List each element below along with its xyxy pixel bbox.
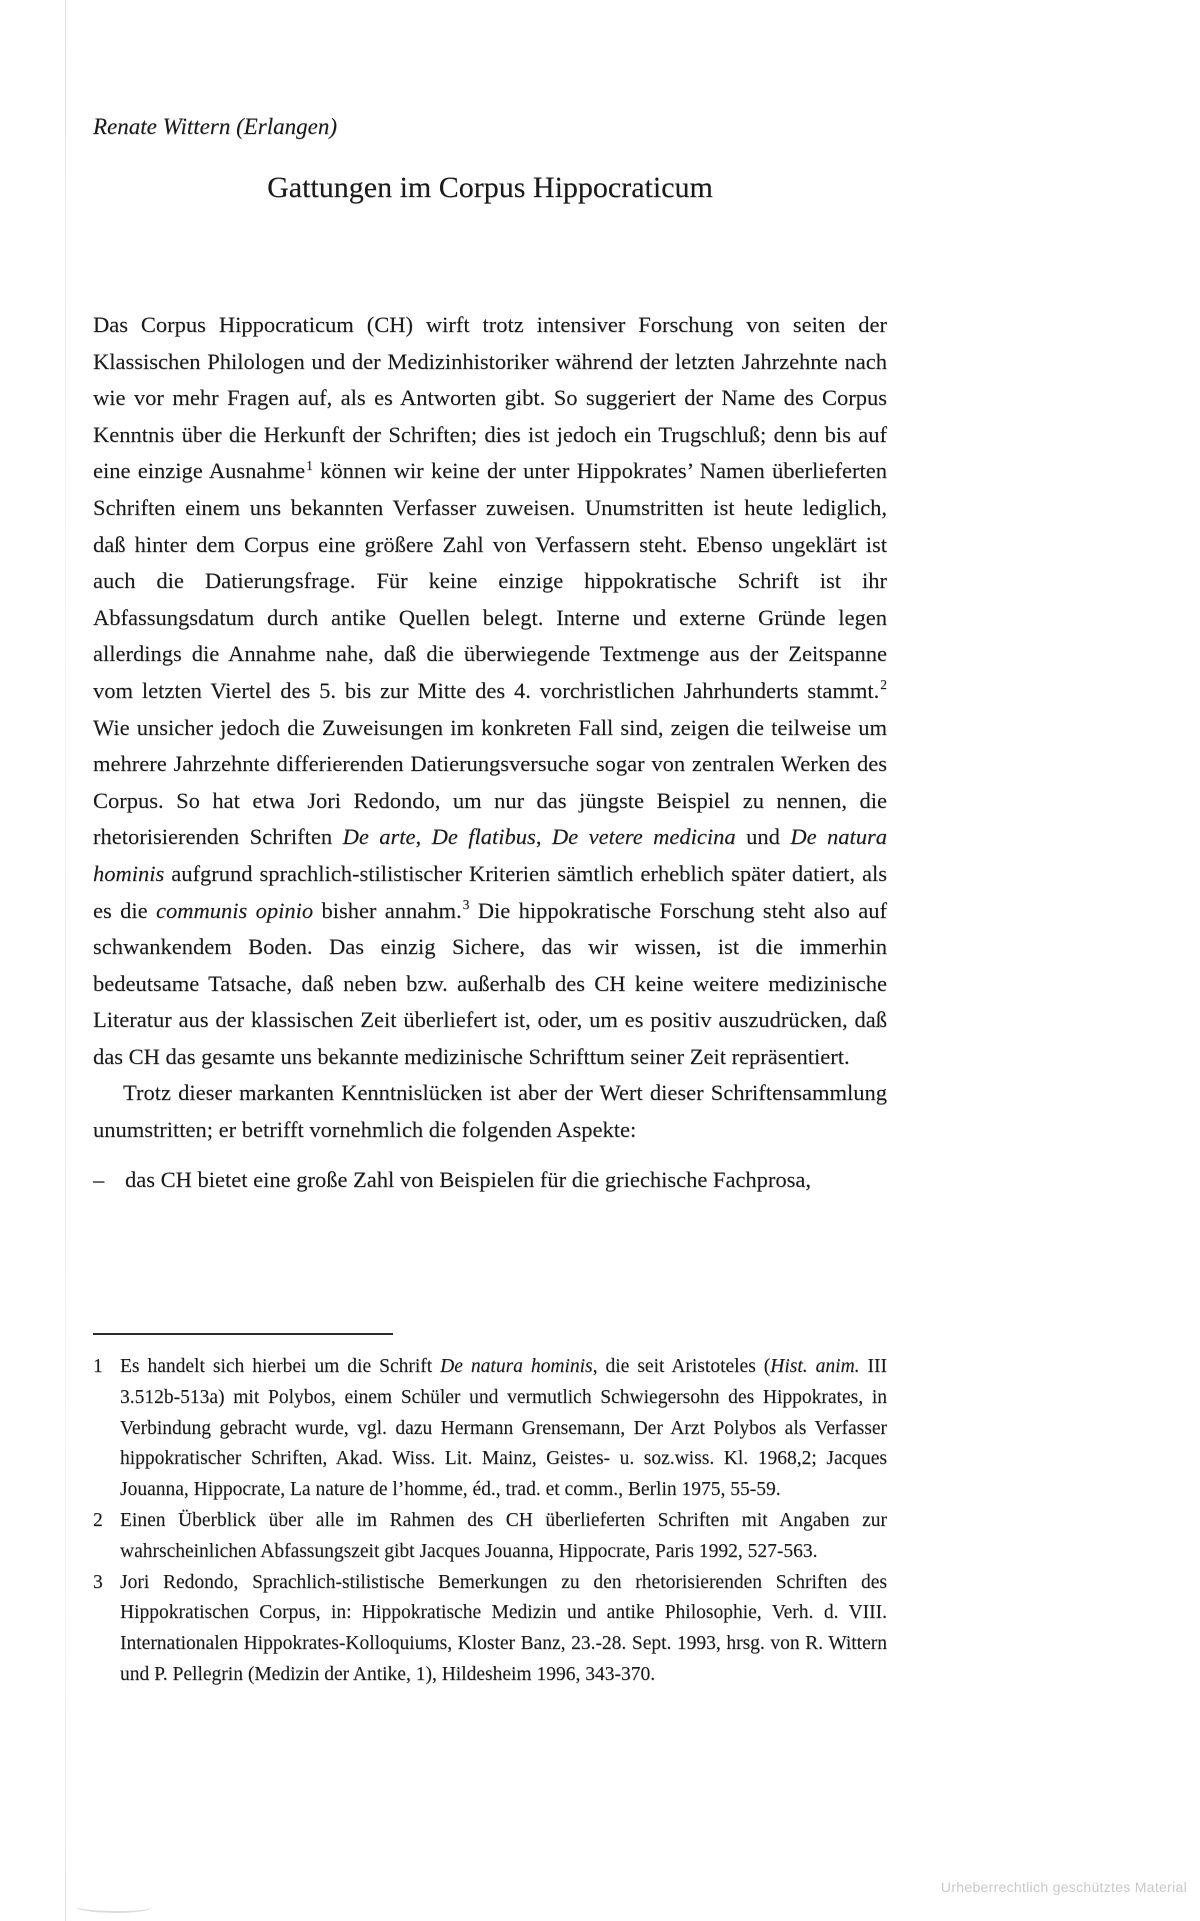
paragraph-intro: Das Corpus Hippocraticum (CH) wirft trotz intensiver Forschung von seiten der Klassischen Philologen und der Medizinhistoriker während der letzten Jahrzehnte nach wie vor mehr Fragen auf, als es Antworten gibt. So suggeriert der Name des Corpus Kenntnis über die Herkunft der Schriften; dies ist jedoch ein Trugschluß; denn bis auf eine einzige Ausnahme$^1$ können wir keine der unter Hippokrates’ Namen überlieferten Schriften einem uns bekannten Verfasser zuweisen. Unumstritten ist heute lediglich, daß hinter dem Corpus eine größere Zahl von Verfassern steht. Ebenso ungeklärt ist auch die Datierungsfrage. Für keine einzige hippokratische Schrift ist ihr Abfassungsdatum durch antike Quellen belegt. Interne und externe Gründe legen allerdings die Annahme nahe, daß die überwiegende Textmenge aus der Zeitspanne vom letzten Viertel des 5. bis zur Mitte des 4. vorchristlichen Jahrhunderts stammt.$^2$ Wie unsicher jedoch die Zuweisungen im konkreten Fall sind, zeigen die teilweise um mehrere Jahrzehnte differierenden Datierungsversuche sogar von zentralen Werken des Corpus. So hat etwa Jori Redondo, um nur das jüngste Beispiel zu nennen, die rhetorisierenden Schriften De arte, De flatibus, De vetere medicina und De natura hominis aufgrund sprachlich-stilistischer Kriterien sämtlich erheblich später datiert, als es die communis opinio bisher annahm.$^3$ Die hippokratische Forschung steht also auf schwankendem Boden. Das einzig Sichere, das wir wissen, ist die immerhin bedeutsame Tatsache, daß neben bzw. außerhalb des CH keine weitere medizinische Literatur aus der klassischen Zeit überliefert ist, oder, um es positiv auszudrücken, daß das CH das gesamte uns bekannte medizinische Schrifttum seiner Zeit repräsentiert. — [93, 312, 888, 1069]
footnotes-section — [93, 1333, 887, 1691]
paragraph-aspects-lead: Trotz dieser markanten Kenntnislücken ist aber der Wert dieser Schriftensammlung unumstritten; er betrifft vornehmlich die folgenden Aspekte: — [93, 1080, 887, 1143]
footnote-2 — [93, 1506, 887, 1568]
list-item — [93, 1162, 887, 1199]
copyright-watermark: Urheberrechtlich geschütztes Material — [940, 1879, 1187, 1895]
body-text — [93, 307, 887, 1198]
footnote-number: 1 — [93, 1356, 103, 1377]
footnote-3 — [93, 1568, 887, 1691]
footnote-text: Es handelt sich hierbei um die Schrift De natura hominis, die seit Aristoteles (Hist. anim. III 3.512b-513a) mit Polybos, einem Schüler und vermutlich Schwiegersohn des Hippokrates, in Verbindung gebracht wurde, vgl. dazu Hermann Grensemann, Der Arzt Polybos als Verfasser hippokratischer Schriften, Akad. Wiss. Lit. Mainz, Geistes- u. soz.wiss. Kl. 1968,2; Jacques Jouanna, Hippocrate, La nature de l’homme, éd., trad. et comm., Berlin 1975, 55-59. — [120, 1356, 887, 1501]
page-title: Gattungen im Corpus Hippocraticum — [267, 171, 713, 204]
footnote-separator-rule — [93, 1333, 393, 1335]
footnote-text: Einen Überblick über alle im Rahmen des CH überlieferten Schriften mit Angaben zur wahrscheinlichen Abfassungszeit gibt Jacques Jouanna, Hippocrate, Paris 1992, 527-563. — [120, 1509, 887, 1562]
text-column — [93, 0, 887, 1198]
footnote-1 — [93, 1352, 887, 1506]
list-dash: – — [93, 1166, 105, 1192]
footnote-number: 3 — [93, 1571, 103, 1593]
footnote-list — [93, 1352, 887, 1691]
footnote-number: 2 — [93, 1509, 103, 1531]
list-item-text: das CH bietet eine große Zahl von Beispielen für die griechische Fachprosa, — [125, 1166, 812, 1192]
page-corner-scan-artifact — [76, 1899, 152, 1914]
page-edge-scan-line — [65, 0, 66, 1921]
footnote-text: Jori Redondo, Sprachlich-stilistische Bemerkungen zu den rhetorisierenden Schriften des Hippokratischen Corpus, in: Hippokratische Medizin und antike Philosophie, Verh. d. VIII. Internationalen Hippokrates-Kolloquiums, Kloster Banz, 23.-28. Sept. 1993, hrsg. von R. Wittern und P. Pellegrin (Medizin der Antike, 1), Hildesheim 1996, 343-370. — [120, 1571, 887, 1685]
author-line: Renate Wittern (Erlangen) — [93, 114, 337, 139]
